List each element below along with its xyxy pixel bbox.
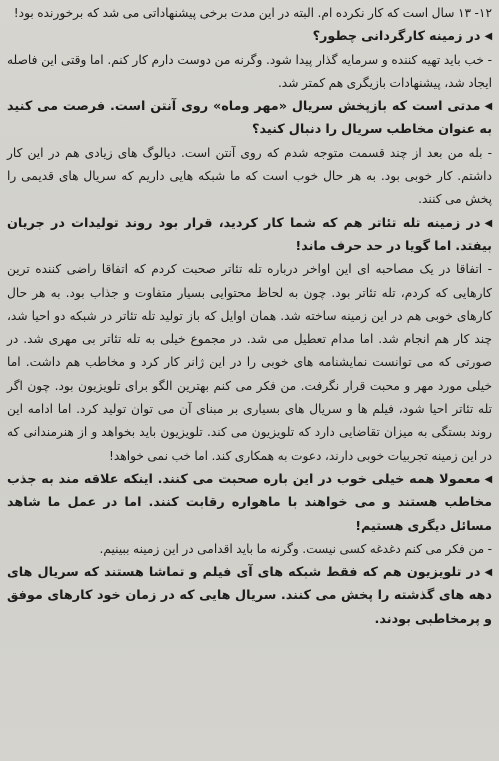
question-paragraph	[7, 95, 492, 142]
question-text: در زمینه تله تئاتر هم که شما کار کردید، قرار بود روند تولیدات در جریان بیفتد. اما گویا در حد حرف ماند!	[7, 215, 492, 254]
question-text: مدتی است که بازپخش سریال «مهر وماه» روی آنتن است. فرصت می کنید به عنوان مخاطب سریال را دنبال کنید؟	[7, 99, 492, 138]
bullet-icon: ◀	[484, 473, 492, 485]
answer-paragraph: - اتفاقا در یک مصاحبه ای این اواخر درباره تله تئاتر صحبت کردم که اتفاقا راضی کننده ترین کارهایی که کردم، تله تئاتر بود. چون به لحاظ محتوایی بسیار متفاوت و جذاب بود. به هر حال کارهای خوبی هم در این زمینه ساخته شد. همان اوایل که باز تولید تله تئاتر در شبکه دو احیا شد، چند کار هم انجام شد. اما مدام تعطیل می شد. در مجموع خیلی به تله تئاتر بی مهری شد. در صورتی که می توانست نمایشنامه های خوبی را در این ژانر کار کرد و مخاطب هم داشت. اما خیلی مورد مهر و محبت قرار نگرفت. من فکر می کنم بهترین الگو برای تلویزیون بود. چون اگر تله تئاتر احیا شود، فیلم ها و سریال های بسیاری بر مبنای آن می توان تولید کرد. اما ادامه این روند بستگی به میزان تقاضایی دارد که تلویزیون می کند. تلویزیون باید بخواهد و از هنرمندانی که در این زمینه تجربیات خوبی دارند، دعوت به همکاری کند. اما خب نمی خواهد!	[7, 262, 492, 463]
bullet-icon: ◀	[484, 567, 492, 579]
question-paragraph	[7, 468, 492, 538]
answer-paragraph: - خب باید تهیه کننده و سرمایه گذار پیدا شود. وگرنه من دوست دارم کار کنم. اما وقتی این فاصله ایجاد شد، پیشنهادات بازیگری هم کمتر شد.	[7, 52, 492, 90]
question-text: در زمینه کارگردانی چطور؟	[312, 29, 481, 45]
bullet-icon: ◀	[484, 31, 492, 43]
question-text: در تلویزیون هم که فقط شبکه های آی فیلم و تماشا هستند که سریال های دهه های گذشته را پخش می کنند. سریال هایی که در زمان خود کارهای موفق و پرمخاطبی بودند.	[7, 565, 492, 627]
bullet-icon: ◀	[484, 217, 492, 229]
question-paragraph	[7, 212, 492, 259]
question-paragraph	[7, 561, 492, 631]
question-text: معمولا همه خیلی خوب در این باره صحبت می کنند. اینکه علاقه مند به جذب مخاطب هستند و می خواهند با ماهواره رقابت کنند. اما در عمل ما شاهد مسائل دیگری هستیم!	[7, 471, 492, 534]
bullet-icon: ◀	[484, 101, 492, 113]
answer-paragraph: ۱۲- ۱۳ سال است که کار نکرده ام. البته در این مدت برخی پیشنهاداتی می شد که برخورنده بود!	[13, 6, 492, 20]
answer-paragraph: - بله من بعد از چند قسمت متوجه شدم که روی آنتن است. دیالوگ های زیادی هم در این کار داشتم. کار خوبی بود. به هر حال خوب است که ما شبکه هایی داریم که سریال های قدیمی را پخش می کنند.	[7, 145, 492, 207]
question-paragraph	[7, 25, 492, 48]
answer-paragraph: - من فکر می کنم دغدغه کسی نیست. وگرنه ما باید اقدامی در این زمینه ببینیم.	[99, 541, 492, 556]
